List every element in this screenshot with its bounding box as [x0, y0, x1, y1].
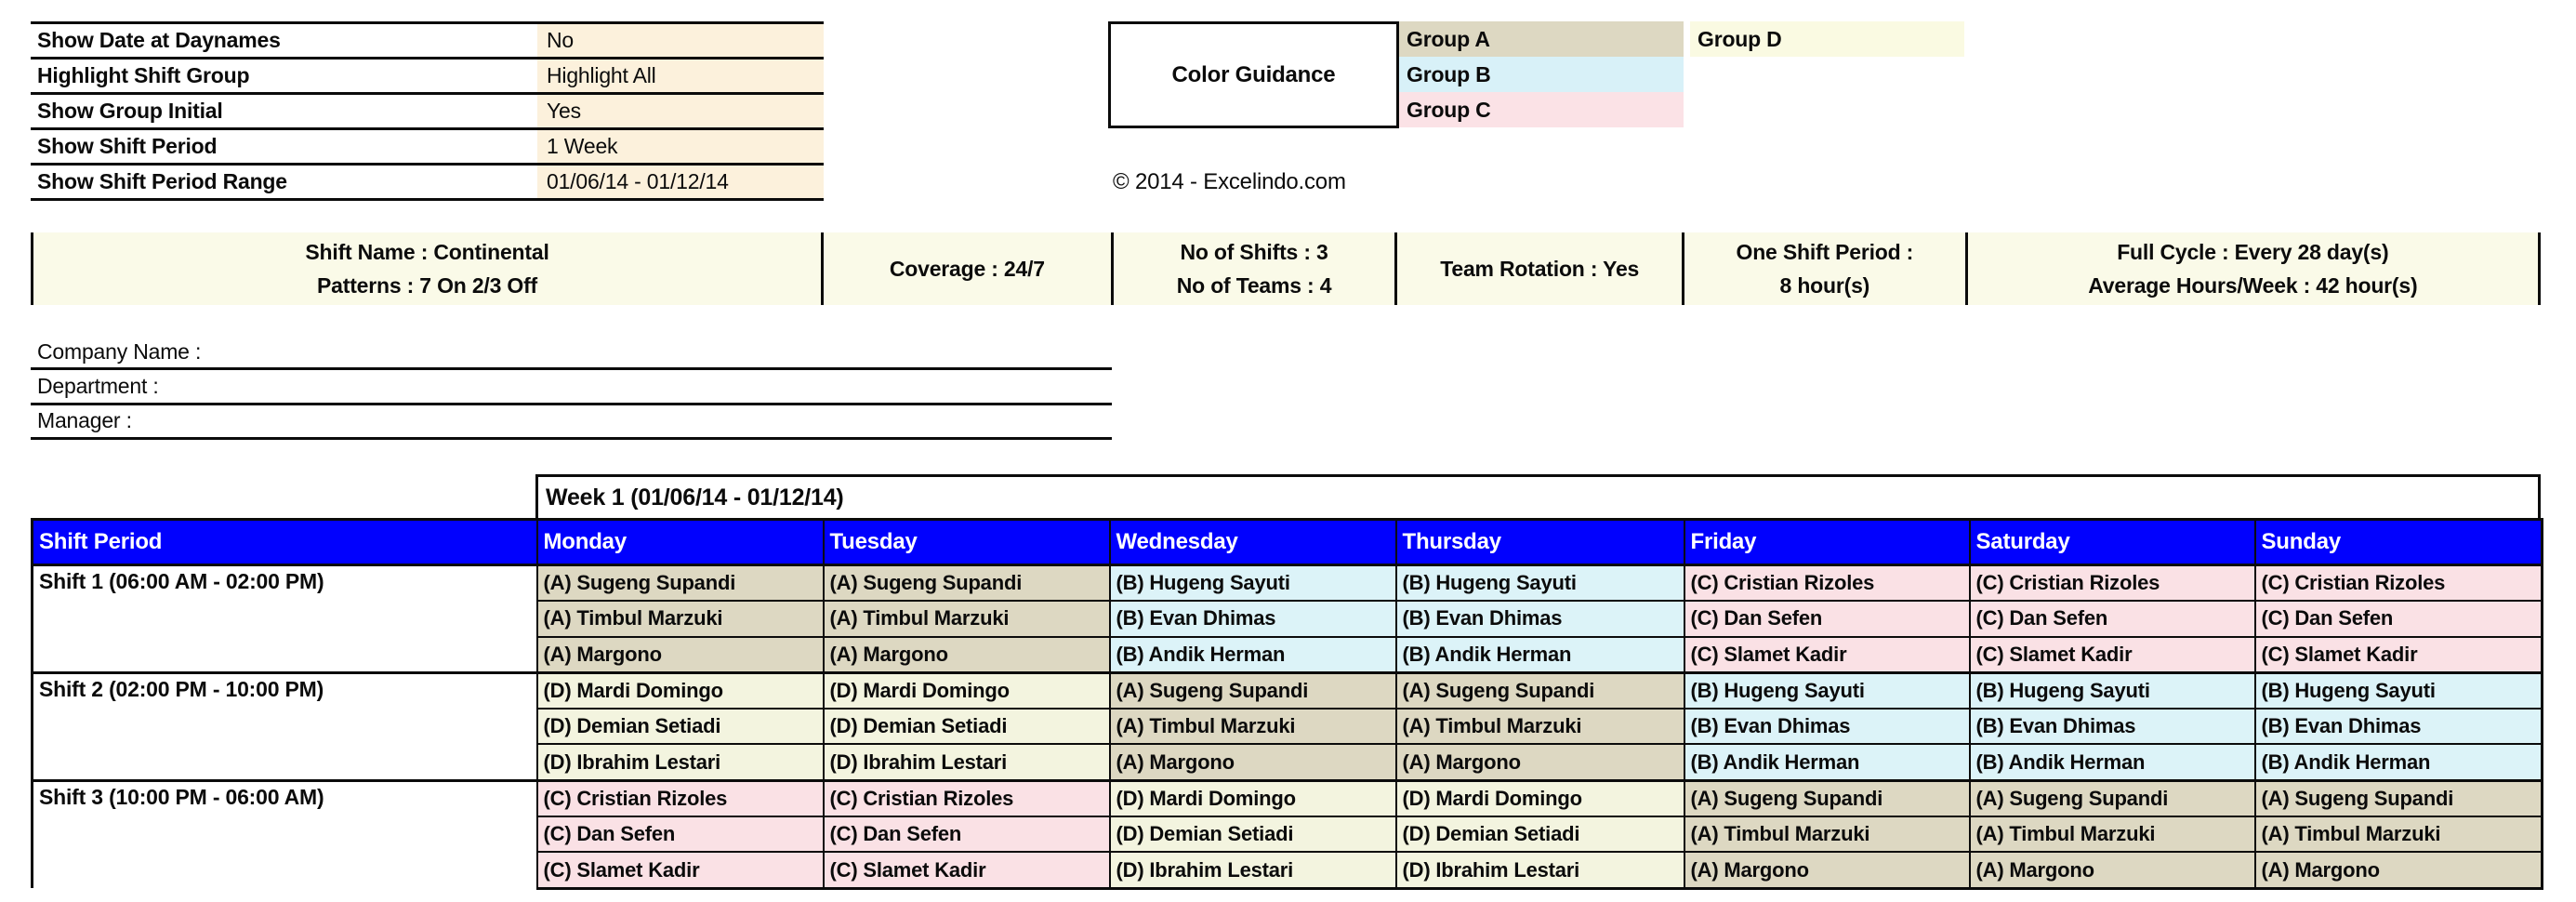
schedule-cell[interactable]: (D) Mardi Domingo	[1396, 780, 1684, 816]
group-c-swatch: Group C	[1399, 92, 1684, 127]
schedule-cell[interactable]: (C) Slamet Kadir	[537, 852, 824, 888]
schedule-cell[interactable]: (D) Demian Setiadi	[824, 709, 1110, 744]
band-line: Average Hours/Week : 42 hour(s)	[2088, 272, 2418, 298]
schedule-cell[interactable]: (D) Demian Setiadi	[1110, 816, 1396, 852]
shift-label: Shift 2 (02:00 PM - 10:00 PM)	[33, 672, 537, 780]
schedule-cell[interactable]: (B) Andik Herman	[1684, 744, 1970, 780]
schedule-cell[interactable]: (D) Mardi Domingo	[824, 672, 1110, 709]
band-coverage	[821, 232, 1111, 305]
schedule-cell[interactable]: (B) Evan Dhimas	[1970, 709, 2255, 744]
company-block	[31, 336, 1112, 440]
shift-period-header: Shift Period	[33, 520, 537, 565]
schedule-cell[interactable]: (C) Dan Sefen	[1684, 601, 1970, 636]
color-guidance-box: Color Guidance	[1108, 21, 1399, 128]
schedule-cell[interactable]: (C) Cristian Rizoles	[1970, 565, 2255, 602]
schedule-cell[interactable]: (A) Margono	[1970, 852, 2255, 888]
band-line: Patterns : 7 On 2/3 Off	[317, 272, 537, 298]
day-header-wednesday: Wednesday	[1110, 520, 1396, 565]
shift-label: Shift 3 (10:00 PM - 06:00 AM)	[33, 780, 537, 888]
schedule-cell[interactable]: (A) Timbul Marzuki	[1396, 709, 1684, 744]
schedule-cell[interactable]: (D) Ibrahim Lestari	[1110, 852, 1396, 888]
schedule-cell[interactable]: (A) Margono	[1684, 852, 1970, 888]
schedule-table	[31, 518, 2543, 890]
band-line: No of Teams : 4	[1176, 272, 1332, 298]
schedule-cell[interactable]: (C) Slamet Kadir	[1970, 637, 2255, 673]
settings-table	[31, 21, 824, 201]
band-line: Full Cycle : Every 28 day(s)	[2117, 239, 2389, 264]
schedule-cell[interactable]: (B) Evan Dhimas	[1110, 601, 1396, 636]
band-line: No of Shifts : 3	[1180, 239, 1328, 264]
schedule-cell[interactable]: (C) Slamet Kadir	[2255, 637, 2543, 673]
schedule-cell[interactable]: (C) Cristian Rizoles	[1684, 565, 1970, 602]
schedule-cell[interactable]: (A) Timbul Marzuki	[1970, 816, 2255, 852]
schedule-cell[interactable]: (B) Hugeng Sayuti	[1684, 672, 1970, 709]
band-shift-name	[31, 232, 821, 305]
schedule-cell[interactable]: (D) Ibrahim Lestari	[1396, 852, 1684, 888]
schedule-cell[interactable]: (D) Ibrahim Lestari	[824, 744, 1110, 780]
band-line: Shift Name : Continental	[305, 239, 549, 264]
setting-value[interactable]: 1 Week	[537, 130, 824, 163]
schedule-cell[interactable]: (B) Hugeng Sayuti	[1110, 565, 1396, 602]
schedule-cell[interactable]: (B) Evan Dhimas	[1684, 709, 1970, 744]
setting-value[interactable]: No	[537, 24, 824, 57]
day-header-thursday: Thursday	[1396, 520, 1684, 565]
schedule-cell[interactable]: (A) Margono	[1396, 744, 1684, 780]
schedule-cell[interactable]: (D) Mardi Domingo	[1110, 780, 1396, 816]
day-header-saturday: Saturday	[1970, 520, 2255, 565]
schedule-cell[interactable]: (B) Evan Dhimas	[1396, 601, 1684, 636]
schedule-cell[interactable]: (C) Cristian Rizoles	[2255, 565, 2543, 602]
schedule-cell[interactable]: (C) Dan Sefen	[537, 816, 824, 852]
department-field[interactable]: Department :	[31, 370, 1112, 405]
shift-label: Shift 1 (06:00 AM - 02:00 PM)	[33, 565, 537, 673]
schedule-cell[interactable]: (C) Cristian Rizoles	[537, 780, 824, 816]
day-header-tuesday: Tuesday	[824, 520, 1110, 565]
schedule-cell[interactable]: (B) Andik Herman	[2255, 744, 2543, 780]
schedule-cell[interactable]: (A) Margono	[2255, 852, 2543, 888]
schedule-cell[interactable]: (B) Andik Herman	[1396, 637, 1684, 673]
band-full-cycle	[1965, 232, 2538, 305]
setting-value[interactable]: Yes	[537, 95, 824, 127]
schedule-cell[interactable]: (A) Timbul Marzuki	[537, 601, 824, 636]
setting-label: Show Date at Daynames	[37, 28, 281, 52]
schedule-cell[interactable]: (D) Ibrahim Lestari	[537, 744, 824, 780]
schedule-cell[interactable]: (C) Dan Sefen	[2255, 601, 2543, 636]
settings-row	[31, 24, 824, 60]
shift-info-band	[31, 232, 2541, 305]
schedule-cell[interactable]: (C) Slamet Kadir	[824, 852, 1110, 888]
schedule-cell[interactable]: (A) Margono	[824, 637, 1110, 673]
schedule-cell[interactable]: (B) Evan Dhimas	[2255, 709, 2543, 744]
schedule-cell[interactable]: (A) Sugeng Supandi	[824, 565, 1110, 602]
band-line: Team Rotation : Yes	[1440, 256, 1640, 281]
band-shift-period	[1682, 232, 1965, 305]
setting-value[interactable]: Highlight All	[537, 60, 824, 92]
day-header-monday: Monday	[537, 520, 824, 565]
setting-label: Highlight Shift Group	[37, 63, 250, 87]
manager-field[interactable]: Manager :	[31, 405, 1112, 440]
schedule-cell[interactable]: (D) Demian Setiadi	[537, 709, 824, 744]
band-line: One Shift Period :	[1736, 239, 1914, 264]
setting-value[interactable]: 01/06/14 - 01/12/14	[537, 166, 824, 198]
schedule-cell[interactable]: (C) Dan Sefen	[824, 816, 1110, 852]
settings-row	[31, 60, 824, 95]
schedule-cell[interactable]: (B) Andik Herman	[1110, 637, 1396, 673]
settings-row	[31, 95, 824, 130]
schedule-cell[interactable]: (C) Cristian Rizoles	[824, 780, 1110, 816]
band-team-rotation	[1394, 232, 1682, 305]
schedule-cell[interactable]: (A) Sugeng Supandi	[537, 565, 824, 602]
group-b-swatch: Group B	[1399, 57, 1684, 92]
schedule-cell[interactable]: (A) Timbul Marzuki	[1684, 816, 1970, 852]
schedule-cell[interactable]: (D) Mardi Domingo	[537, 672, 824, 709]
setting-label: Show Group Initial	[37, 99, 223, 123]
color-guidance-column-1	[1399, 21, 1684, 127]
settings-row	[31, 166, 824, 201]
schedule-cell[interactable]: (B) Andik Herman	[1970, 744, 2255, 780]
setting-label: Show Shift Period Range	[37, 169, 287, 193]
schedule-cell[interactable]: (A) Sugeng Supandi	[1970, 780, 2255, 816]
company-name-field[interactable]: Company Name :	[31, 336, 1112, 370]
schedule-cell[interactable]: (B) Hugeng Sayuti	[1970, 672, 2255, 709]
schedule-cell[interactable]: (C) Dan Sefen	[1970, 601, 2255, 636]
schedule-cell[interactable]: (B) Hugeng Sayuti	[1396, 565, 1684, 602]
schedule-cell[interactable]: (A) Sugeng Supandi	[1684, 780, 1970, 816]
band-line: Coverage : 24/7	[889, 256, 1045, 281]
schedule-cell[interactable]: (D) Demian Setiadi	[1396, 816, 1684, 852]
schedule-cell[interactable]: (B) Hugeng Sayuti	[2255, 672, 2543, 709]
band-line: 8 hour(s)	[1779, 272, 1870, 298]
setting-label: Show Shift Period	[37, 134, 218, 158]
schedule-cell[interactable]: (A) Timbul Marzuki	[824, 601, 1110, 636]
schedule-cell[interactable]: (A) Sugeng Supandi	[2255, 780, 2543, 816]
schedule-cell[interactable]: (A) Margono	[1110, 744, 1396, 780]
day-header-sunday: Sunday	[2255, 520, 2543, 565]
week-title: Week 1 (01/06/14 - 01/12/14)	[535, 474, 2541, 518]
band-shifts-teams	[1111, 232, 1395, 305]
schedule-cell[interactable]: (A) Margono	[537, 637, 824, 673]
schedule-cell[interactable]: (C) Slamet Kadir	[1684, 637, 1970, 673]
settings-row	[31, 130, 824, 166]
day-header-friday: Friday	[1684, 520, 1970, 565]
schedule-cell[interactable]: (A) Timbul Marzuki	[2255, 816, 2543, 852]
schedule-cell[interactable]: (A) Sugeng Supandi	[1396, 672, 1684, 709]
group-d-swatch: Group D	[1690, 21, 1964, 57]
copyright-text: © 2014 - Excelindo.com	[1113, 169, 1346, 194]
color-guidance-column-2	[1690, 21, 1964, 57]
schedule-cell[interactable]: (A) Sugeng Supandi	[1110, 672, 1396, 709]
schedule-cell[interactable]: (A) Timbul Marzuki	[1110, 709, 1396, 744]
group-a-swatch: Group A	[1399, 21, 1684, 57]
schedule-grid	[31, 518, 2543, 890]
